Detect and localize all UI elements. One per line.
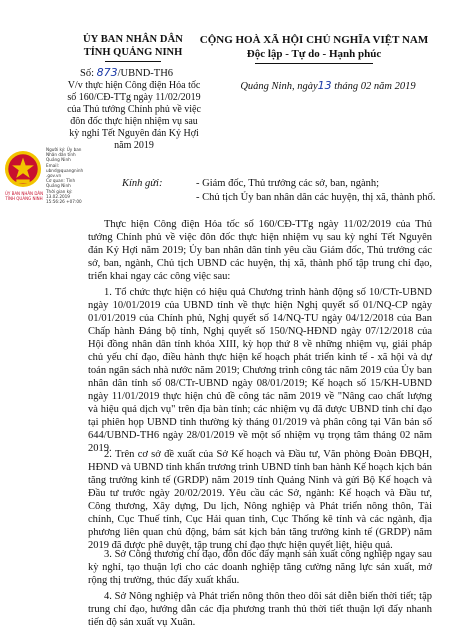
signature-line: 15:56:26 +07:00 xyxy=(46,199,82,205)
doc-no-prefix: Số: xyxy=(80,68,95,79)
national-emblem-icon xyxy=(4,150,42,188)
document-subject: V/v thực hiện Công điện Hỏa tốc số 160/CĐ-TTg ngày 11/02/2019 của Thủ tướng Chính phủ về việc đôn đốc thực hiện nhiệm vụ sau kỳ nghỉ Tết Nguyên đán Kỷ Hợi năm 2019 xyxy=(67,80,201,151)
emblem-caption xyxy=(0,191,48,201)
signature-line: Thời gian ký: xyxy=(46,188,73,194)
motto-underline xyxy=(255,63,373,64)
emblem-caption-line1: ỦY BAN NHÂN DÂN xyxy=(4,191,44,196)
signature-line: Quảng Ninh xyxy=(46,183,71,189)
signature-line: 13.02.2019 xyxy=(46,193,70,199)
signature-line: Cơ quan: Tỉnh xyxy=(46,178,76,184)
issuing-org-line2: TỈNH QUẢNG NINH xyxy=(83,47,183,58)
doc-no-suffix: /UBND-TH6 xyxy=(117,68,174,79)
emblem-caption-line2: TỈNH QUẢNG NINH xyxy=(5,196,43,201)
signature-line: ubnd@quangninh xyxy=(46,167,84,173)
recipient-item: - Giám đốc, Thủ trưởng các sở, ban, ngành; xyxy=(196,178,380,189)
date-day-handwritten: 13 xyxy=(317,79,332,92)
body-paragraph: Thực hiện Công điện Hỏa tốc số 160/CĐ-TTg ngày 11/02/2019 của Thủ tướng Chính phủ về việc đôn đốc thực hiện nhiệm vụ sau kỳ nghỉ Tết Nguyên đán Kỷ Hợi năm 2019; Ủy ban nhân dân tỉnh yêu cầu Giám đốc, Thủ trưởng các sở, ban, ngành, Chủ tịch UBND các huyện, thị xã, thành phố tập trung chỉ đạo, triển khai ngay các công việc sau: xyxy=(88,219,432,282)
body-paragraph: 4. Sở Nông nghiệp và Phát triển nông thôn theo dõi sát diễn biến thời tiết; tập trung chỉ đạo, hướng dẫn các địa phương tranh thủ thời tiết thuận lợi đẩy nhanh tiến độ sản xuất vụ Xuân. xyxy=(88,591,432,628)
signature-line: .gov.vn xyxy=(46,173,62,179)
national-motto: Độc lập - Tự do - Hạnh phúc xyxy=(246,48,382,60)
doc-no-handwritten: 873 xyxy=(96,66,118,79)
body-paragraph: 2. Trên cơ sở đề xuất của Sở Kế hoạch và Đầu tư, Văn phòng Đoàn ĐBQH, HĐND và UBND tỉnh khẩn trương trình UBND tỉnh ban hành Kế hoạch kịch bản tăng trưởng kinh tế (GRDP) năm 2019 tỉnh Quảng Ninh và gửi Bộ Kế hoạch và Đầu tư trước ngày 20/02/2019. Yêu cầu các Sở, ngành: Kế hoạch và Đầu tư, Công thương, Xây dựng, Du lịch, Nông nghiệp và Phát triển nông thôn, Tài chính, Cục Thuế tỉnh, Cục Hải quan tỉnh, Cục Thống kê tỉnh và các ngành, địa phương liên quan chủ động, bám sát kịch bản tăng trưởng kinh tế (GRDP) năm 2019 đã được phê duyệt, tập trung chỉ đạo thực hiện quyết liệt, hiệu quả. xyxy=(88,449,432,551)
issuing-org-line1: ỦY BAN NHÂN DÂN xyxy=(83,34,183,45)
body-paragraph: 3. Sở Công thương chỉ đạo, đôn đốc đẩy mạnh sản xuất công nghiệp ngay sau kỳ nghỉ, tạo thuận lợi cho các doanh nghiệp tăng cường năng lực sản xuất, mở rộng thị trường, thúc đẩy xuất khẩu. xyxy=(88,549,432,586)
signature-line: Người ký: Ủy ban xyxy=(46,147,82,152)
document-date xyxy=(228,79,428,92)
recipient-item: - Chủ tịch Ủy ban nhân dân các huyện, thị xã, thành phố. xyxy=(196,192,436,203)
signature-line: Email: xyxy=(46,162,60,168)
date-prefix: Quảng Ninh, ngày xyxy=(240,81,318,92)
document-number xyxy=(80,66,173,79)
digital-signature-info xyxy=(46,147,106,204)
recipients-greeting: Kính gửi: xyxy=(122,178,163,189)
date-suffix: tháng 02 năm 2019 xyxy=(334,81,416,92)
national-title: CỘNG HOÀ XÃ HỘI CHỦ NGHĨA VIỆT NAM xyxy=(199,34,429,46)
signature-line: Quảng Ninh xyxy=(46,157,71,163)
org-underline xyxy=(105,61,161,62)
body-paragraph: 1. Tổ chức thực hiện có hiệu quả Chương trình hành động số 10/CTr-UBND ngày 10/01/2019 của UBND tỉnh về thực hiện Nghị quyết số 01/NQ-CP ngày 01/01/2019 của Chính phủ, Nghị quyết số 14/NQ-TU ngày 04/12/2018 của Ban Chấp hành Đảng bộ tỉnh, Nghị quyết số 150/NQ-HĐND ngày 07/12/2018 của Hội đồng nhân dân tỉnh khóa XIII, kỳ họp thứ 8 về những nhiệm vụ, giải pháp chủ yếu chỉ đạo, điều hành thực hiện kế hoạch phát triển kinh tế - xã hội và dự toán ngân sách nhà nước năm 2019; Chương trình công tác năm 2019 của Ủy ban nhân dân tỉnh số 08/CTr-UBND ngày 08/01/2019; Kế hoạch số 15/KH-UBND ngày 11/01/2019 thực hiện chủ đề công tác năm 2019 về "Nâng cao chất lượng và hiệu quả dịch vụ" trên địa bàn tỉnh; các nhiệm vụ đã được UBND tỉnh chỉ đạo tại phiên họp UBND tỉnh thường kỳ tháng 01/2019 và phân công tại Văn bản số 644/UBND-TH6 ngày 28/01/2019 về một số nhiệm vụ trọng tâm tháng 02 năm 2019. xyxy=(88,287,432,454)
signature-line: Nhân dân tỉnh xyxy=(46,152,76,158)
